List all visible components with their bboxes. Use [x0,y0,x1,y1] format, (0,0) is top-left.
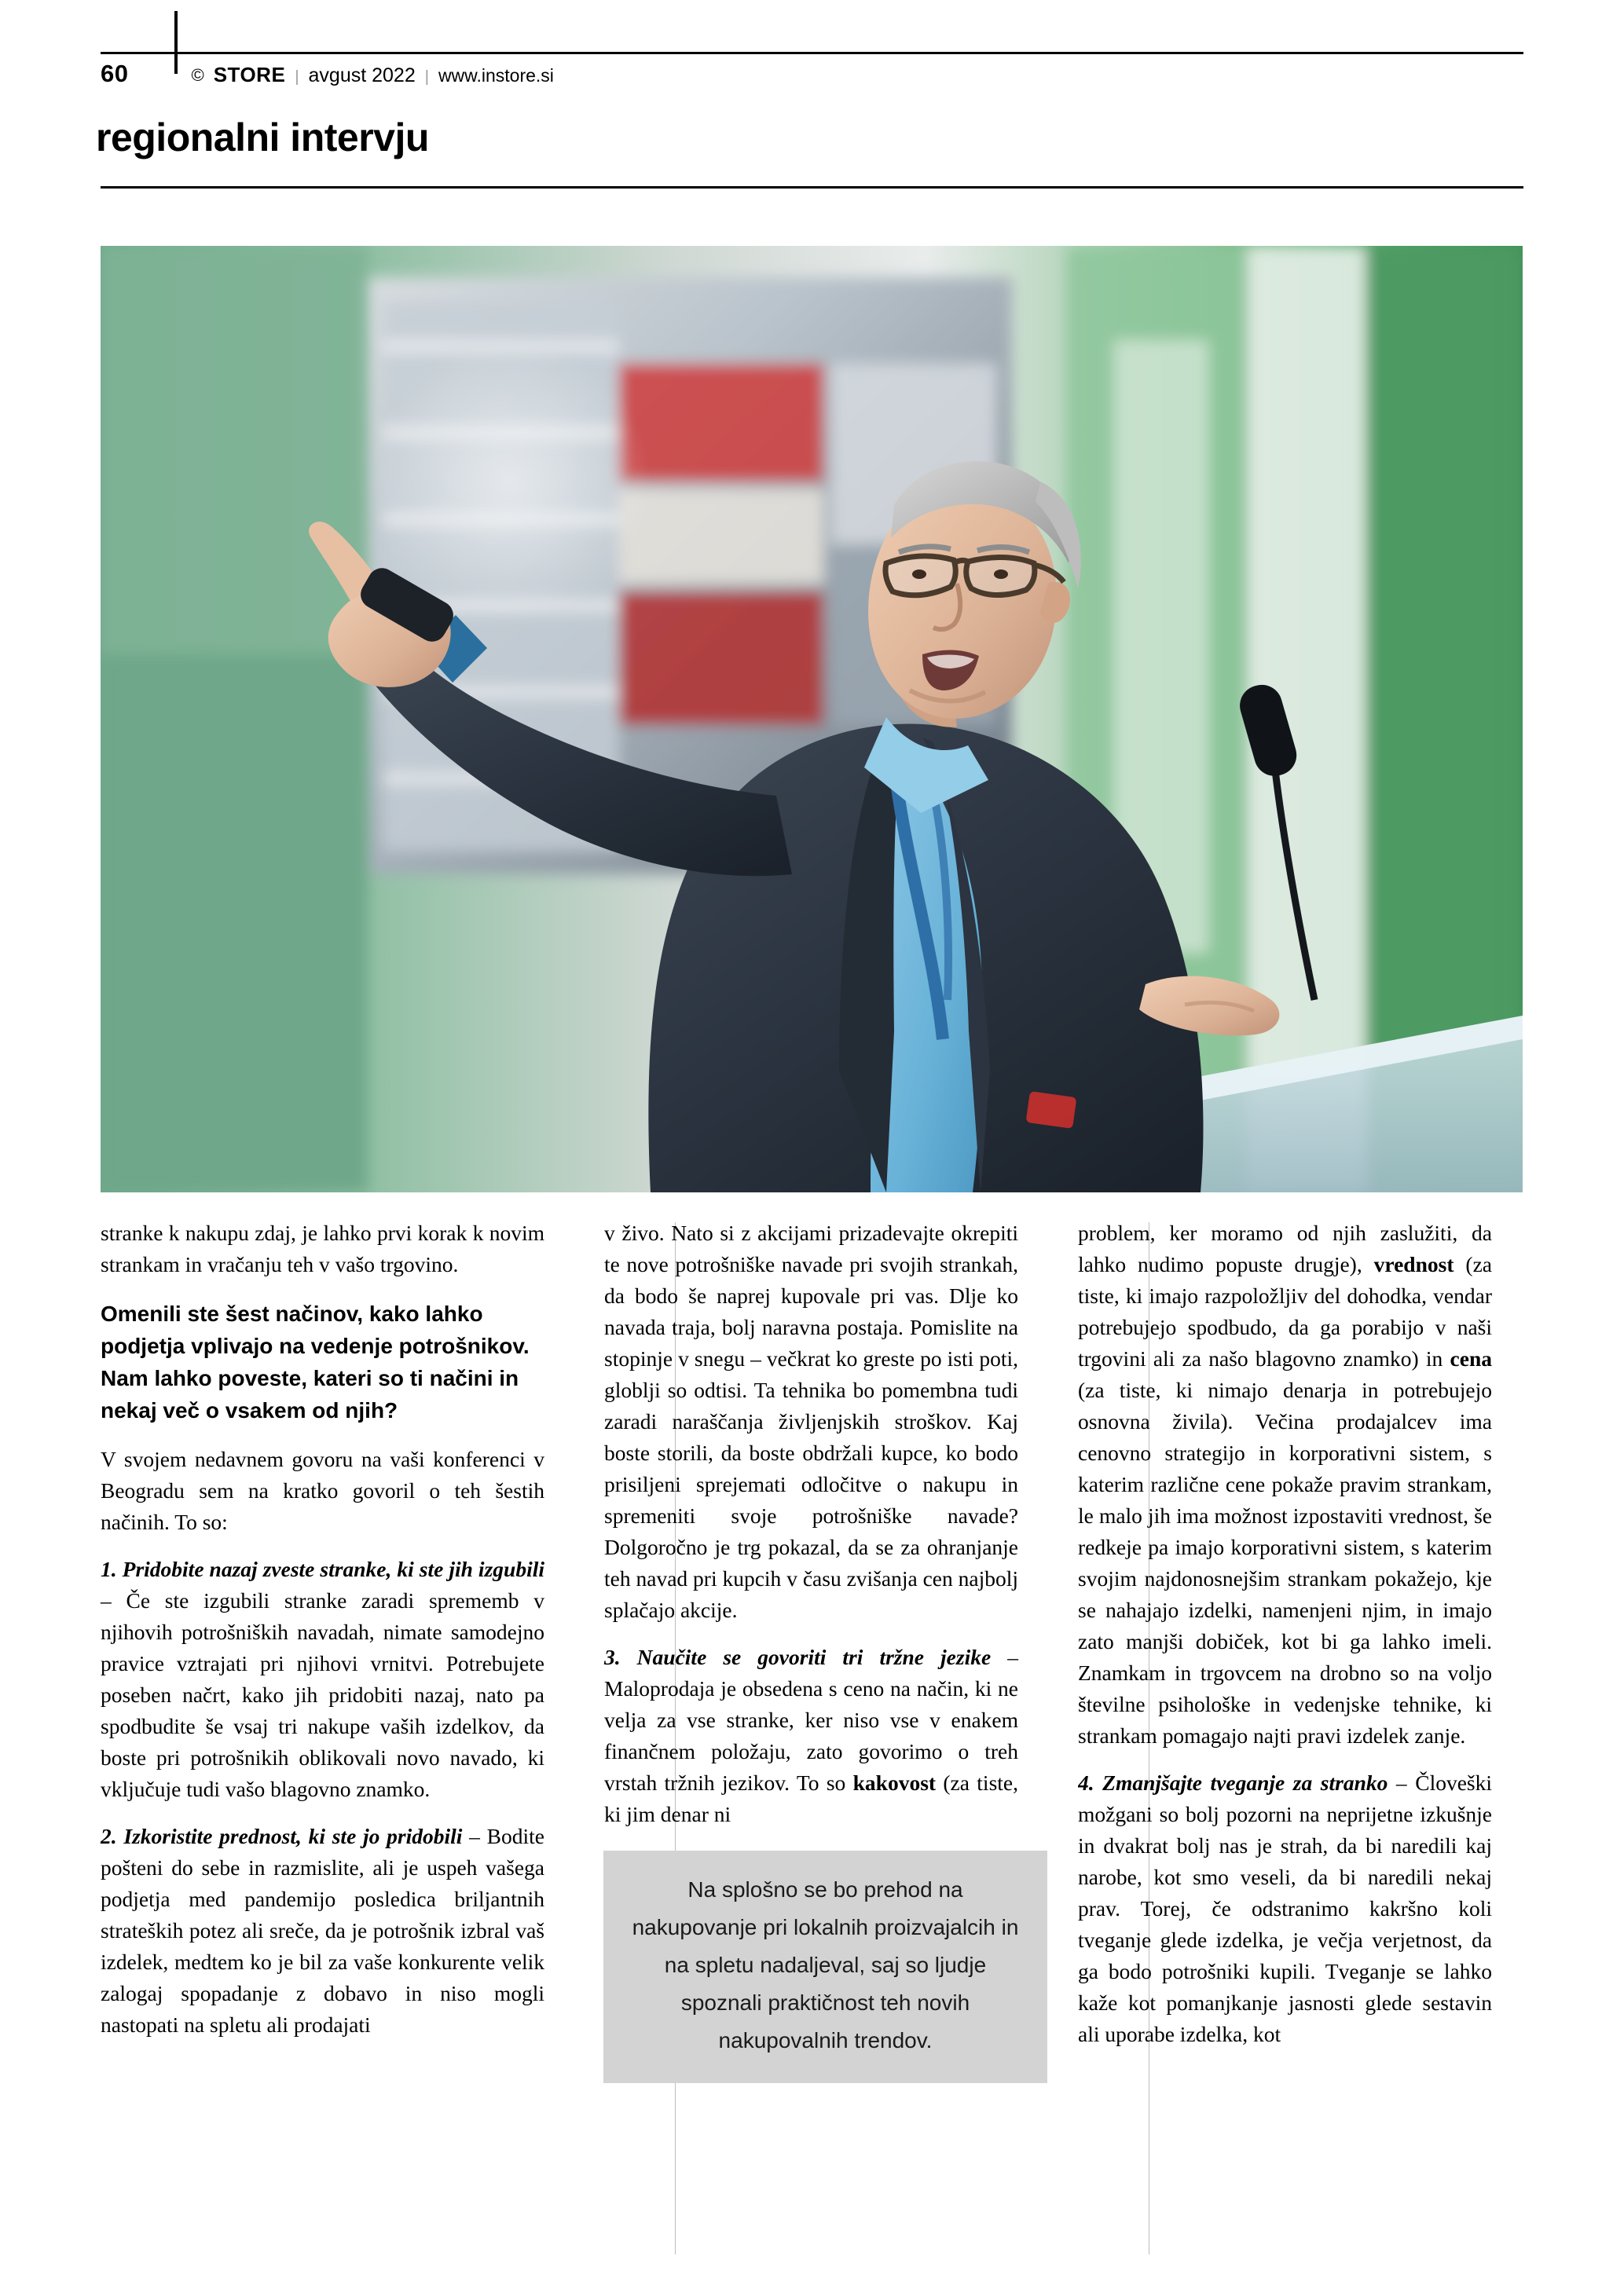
numbered-point-1 [101,1554,544,1805]
page-title: regionalni intervju [96,115,429,159]
point-lead: 1. Pridobite nazaj zveste stranke, ki ste jih izgubili [101,1557,544,1581]
page-header [0,0,1624,196]
brand-name: STORE [213,63,286,86]
pull-quote: Na splošno se bo prehod na nakupovanje pri lokalnih proizvajalcih in na spletu nadaljeval, saj so ljudje spoznali praktičnost teh novih nakupovalnih trendov. [603,1851,1047,2083]
text-part: problem, ker moramo od njih zaslužiti, da lahko nudimo popuste drugje), [1078,1221,1492,1276]
point-lead: 4. Zmanjšajte tveganje za stranko [1078,1771,1388,1795]
point-body: – Človeški možgani so bolj pozorni na neprijetne izkušnje in dvakrat bolj nas je strah, da bi naredili kaj narobe, kot smo veseli, da bi naredili nekaj prav. Torej, če odstranimo kakršno koli tveganje glede izdelka, je večja verjetnost, da ga bodo potrošniki kupili. Tveganje se lahko kaže kot pomanjkanje jasnosti glede sestavin ali uporabe izdelka, kot [1078,1771,1492,2046]
column-2 [574,1218,1048,2254]
issue-date: avgust 2022 [308,64,416,86]
article-columns [101,1218,1523,2254]
paragraph [1078,1218,1492,1752]
column-3 [1048,1218,1522,2254]
point-body: – Bodite pošteni do sebe in razmislite, ali je uspeh vašega podjetja med pandemijo posledica briljantnih strateških potez ali sreče, da je potrošnik izbral vaš izdelek, medtem ko je bil za vaše konkurente velik zalogaj spopadanje z dobavo in niso mogli nastopati na spletu ali prodajati [101,1824,544,2037]
header-bottom-rule [101,186,1523,189]
point-lead: 3. Naučite se govoriti tri tržne jezike [604,1645,992,1669]
column-1 [101,1218,574,2254]
separator-2: | [424,68,429,86]
paragraph: v živo. Nato si z akcijami prizadevajte okrepiti te nove potrošniške navade pri svojih strankah, da bodo še naprej kupovale pri vas. Dlje ko navada traja, bolj naravna postaja. Pomislite na stopinje v snegu – večkrat ko greste po isti poti, globlji so odtisi. Ta tehnika bo pomembna tudi zaradi naraščanja življenjskih stroškov. Kaj boste storili, da boste obdržali kupce, ko bodo prisiljeni sprejemati odločitve o nakupu in spremeniti svoje potrošniške navade? Dolgoročno je trg pokazal, da se za ohranjanje teh navad pri kupcih v času zvišanja cen najbolj splačajo akcije. [604,1221,1018,1622]
paragraph: stranke k nakupu zdaj, je lahko prvi korak k novim strankam in vračanju teh v vašo trgovino. [101,1221,544,1276]
point-body: – Maloprodaja je obsedena s ceno na način, ki ne velja za vse stranke, ker niso vse v enakem finančnem položaju, zato govorimo o treh vrstah tržnih jezikov. To so [604,1645,1018,1795]
interview-question: Omenili ste šest načinov, kako lahko podjetja vplivajo na vedenje potrošnikov. Nam lahko poveste, kateri so ti načini in nekaj več o vsakem od njih? [101,1302,530,1423]
text-part-bold: cena [1450,1346,1492,1371]
text-part-bold: vrednost [1373,1252,1454,1276]
separator-1: | [295,68,299,86]
page-number: 60 [101,60,129,87]
text-part: (za tiste, ki imajo razpoložljiv del dohodka, vendar potrebujejo spodbudo, da ga porabijo v naši trgovini ali za našo blagovno znamko) in [1078,1252,1492,1371]
point-bold-term: kakovost [852,1771,937,1795]
numbered-point-4 [1078,1767,1492,2050]
text-part: (za tiste, ki nimajo denarja in potrebujejo osnovna živila). Večina prodajalcev ima cenovno strategijo in korporativni sistem, s katerim različne cene pokaže pravim strankam, le malo jih ima možnost izpostaviti vrednost, še redkeje pa imajo korporativni sistem, s katerim svojim najdonosnejšim strankam pokažejo, kje se nahajajo izdelki, namenjeni njim, in imajo zato manjši dobiček, kot bi ga lahko imeli. Znamkam in trgovcem na drobno so na voljo številne psihološke in vedenjske tehnike, ki strankam pomagajo najti pravi izdelek zanje. [1078,1378,1492,1748]
paragraph: V svojem nedavnem govoru na vaši konferenci v Beogradu sem na kratko govoril o teh šestih načinih. To so: [101,1447,544,1534]
website-url: www.instore.si [438,65,554,86]
numbered-point-2 [101,1821,544,2041]
numbered-point-3 [604,1642,1018,1830]
copyright-icon: © [191,65,204,85]
point-body-after: (za tiste, ki jim denar ni [604,1771,1018,1826]
point-body: – Če ste izgubili stranke zaradi sprememb v njihovih potrošniških navadah, nimate samodejno pravice vztrajati pri njihovi vrnitvi. Potrebujete poseben načrt, kako jih pridobiti nazaj, nato pa spodbudite še vsaj tri nakupe vaših izdelkov, da boste pri potrošnikih oblikovali novo navado, ki vključuje tudi vašo blagovno znamko. [101,1588,544,1801]
article-photo [101,246,1523,1192]
header-top-rule [101,52,1523,54]
point-lead: 2. Izkoristite prednost, ki ste jo pridobili [101,1824,463,1848]
